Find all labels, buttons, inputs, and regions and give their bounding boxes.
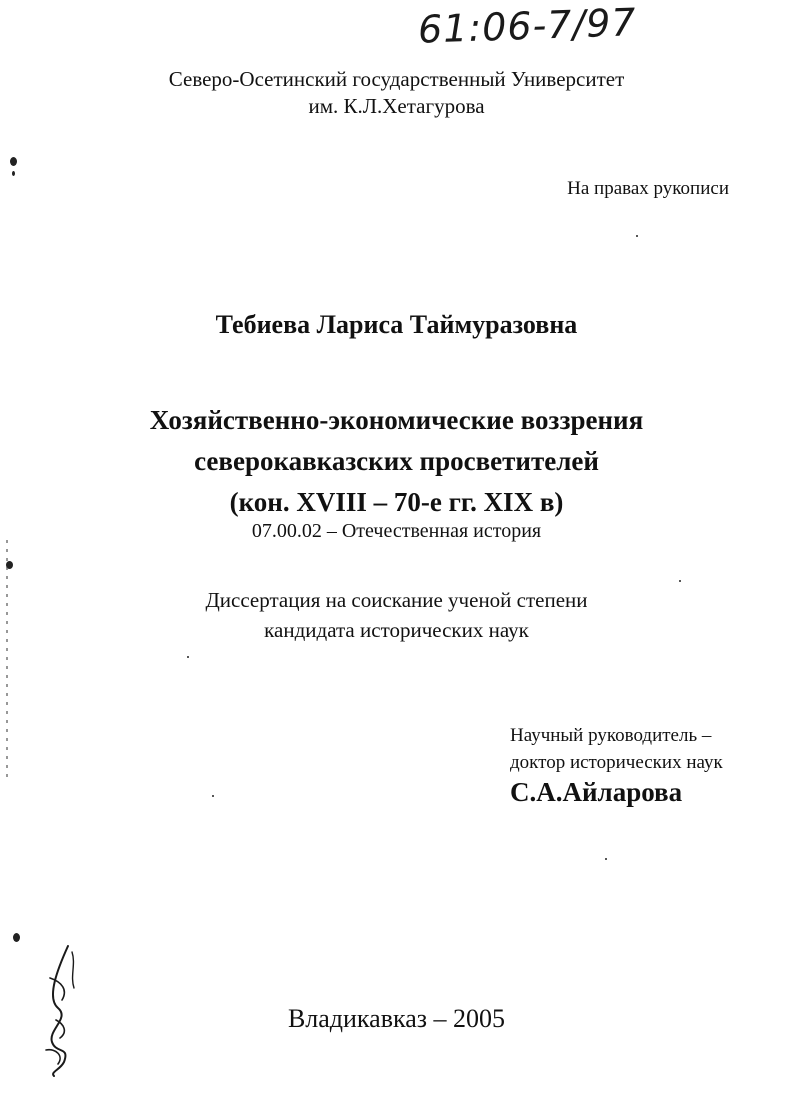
scan-speck (10, 157, 17, 166)
handwritten-catalog-code: 61:06-7/97 (417, 0, 638, 52)
university-name (0, 66, 793, 120)
scan-speck (636, 235, 638, 237)
specialty-code: 07.00.02 – Отечественная история (251, 520, 542, 542)
scan-speck (605, 858, 607, 860)
degree-line-1: Диссертация на соискание ученой степени (205, 588, 588, 612)
supervisor-degree: доктор исторических наук (510, 752, 723, 773)
city-year: Владикавказ – 2005 (287, 1004, 506, 1033)
title-line-1: Хозяйственно-экономические воззрения (149, 405, 644, 435)
scan-margin-noise (6, 540, 10, 780)
title-line-3: (кон. XVIII – 70-е гг. XIX в) (229, 487, 564, 517)
supervisor-name: С.А.Айларова (510, 777, 683, 807)
degree-statement (0, 585, 793, 645)
dissertation-title (0, 400, 793, 523)
supervisor-role: Научный руководитель – (510, 725, 712, 746)
manuscript-rights-note: На правах рукописи (567, 178, 729, 199)
university-line-1: Северо-Осетинский государственный Университет (168, 67, 625, 91)
scan-speck (679, 580, 681, 582)
university-line-2: им. К.Л.Хетагурова (308, 94, 485, 118)
scan-speck (12, 171, 15, 176)
scan-speck (212, 795, 214, 797)
degree-line-2: кандидата исторических наук (264, 618, 529, 642)
supervisor-block (510, 722, 723, 776)
title-line-2: северокавказских просветителей (194, 446, 599, 476)
scan-speck (187, 656, 189, 658)
author-name: Тебиева Лариса Таймуразовна (215, 310, 578, 339)
scan-speck (13, 933, 20, 942)
handwritten-signature (28, 938, 108, 1078)
